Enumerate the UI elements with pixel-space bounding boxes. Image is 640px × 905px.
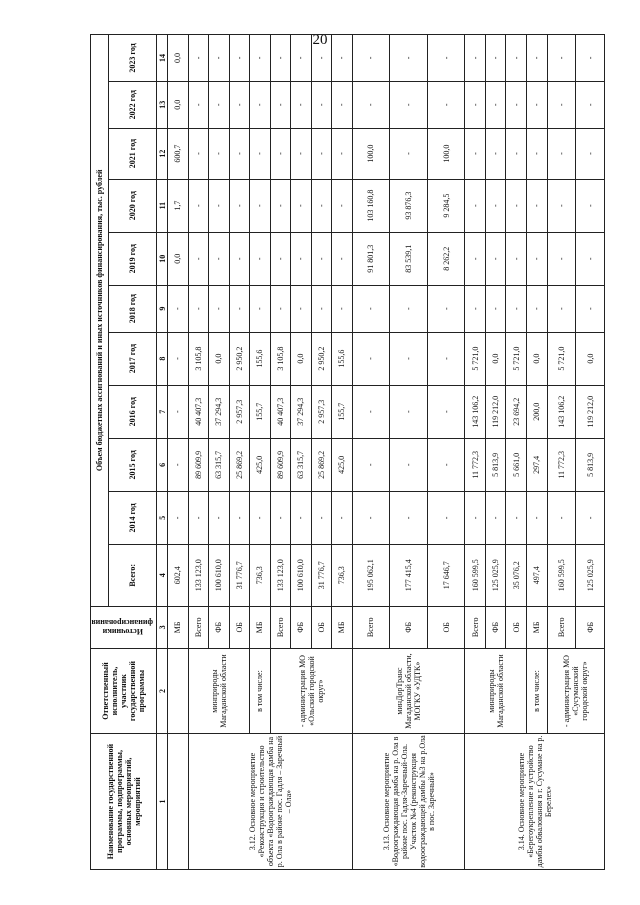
year-value-cell: - xyxy=(332,35,353,82)
header-year: 2023 год xyxy=(109,35,157,82)
year-value-cell: - xyxy=(547,232,576,285)
source-cell: Всего xyxy=(188,606,209,648)
year-value-cell: 0,0 xyxy=(168,35,189,82)
year-value-cell: - xyxy=(250,491,271,544)
total-cell: 160 599,5 xyxy=(465,544,486,606)
year-value-cell: - xyxy=(506,491,527,544)
source-cell: Всего xyxy=(465,606,486,648)
year-value-cell: - xyxy=(547,128,576,179)
year-value-cell: - xyxy=(229,128,250,179)
year-value-cell: - xyxy=(209,491,230,544)
year-value-cell: 8 262,2 xyxy=(427,232,465,285)
source-cell: ФБ xyxy=(485,606,506,648)
executor-cell: - администрация МО «Сусуманский городской округ» xyxy=(547,649,604,734)
year-value-cell: 0,0 xyxy=(209,332,230,385)
year-value-cell: - xyxy=(485,81,506,128)
year-value-cell: 5 813,9 xyxy=(485,438,506,491)
year-value-cell: 2 957,3 xyxy=(229,385,250,438)
year-value-cell: - xyxy=(427,35,465,82)
year-value-cell: - xyxy=(352,438,390,491)
year-value-cell: - xyxy=(547,491,576,544)
year-value-cell: 40 407,3 xyxy=(188,385,209,438)
year-value-cell: - xyxy=(390,128,428,179)
total-cell: 497,4 xyxy=(527,544,548,606)
source-cell: Всего xyxy=(352,606,390,648)
year-value-cell: 5 661,0 xyxy=(506,438,527,491)
year-value-cell: - xyxy=(311,35,332,82)
year-value-cell: - xyxy=(332,179,353,232)
year-value-cell: 2 950,2 xyxy=(311,332,332,385)
year-value-cell: - xyxy=(527,491,548,544)
year-value-cell: - xyxy=(168,385,189,438)
year-value-cell: - xyxy=(547,179,576,232)
year-value-cell: - xyxy=(229,179,250,232)
year-value-cell: - xyxy=(209,285,230,332)
total-cell: 125 025,9 xyxy=(576,544,605,606)
year-value-cell: - xyxy=(291,285,312,332)
year-value-cell: 37 294,3 xyxy=(291,385,312,438)
year-value-cell: - xyxy=(427,438,465,491)
column-number: 12 xyxy=(157,128,168,179)
source-cell: Всего xyxy=(547,606,576,648)
year-value-cell: 155,7 xyxy=(332,385,353,438)
year-value-cell: - xyxy=(427,491,465,544)
year-value-cell: 2 957,3 xyxy=(311,385,332,438)
column-number: 5 xyxy=(157,491,168,544)
header-total: Всего: xyxy=(109,544,157,606)
year-value-cell: 143 106,2 xyxy=(465,385,486,438)
year-value-cell: - xyxy=(506,81,527,128)
year-value-cell: 119 212,0 xyxy=(576,385,605,438)
column-number: 2 xyxy=(157,649,168,734)
year-value-cell: 0,0 xyxy=(527,332,548,385)
year-value-cell: - xyxy=(576,285,605,332)
year-value-cell: - xyxy=(527,81,548,128)
total-cell: 736,3 xyxy=(250,544,271,606)
year-value-cell: - xyxy=(209,81,230,128)
year-value-cell: - xyxy=(352,285,390,332)
year-value-cell: - xyxy=(270,179,291,232)
measure-name-cell xyxy=(168,734,189,870)
year-value-cell: 0,0 xyxy=(576,332,605,385)
year-value-cell: 1,7 xyxy=(168,179,189,232)
column-number: 7 xyxy=(157,385,168,438)
table-row xyxy=(168,35,189,870)
table-row xyxy=(352,35,390,870)
year-value-cell: 2 950,2 xyxy=(229,332,250,385)
year-value-cell: - xyxy=(291,128,312,179)
total-cell: 31 776,7 xyxy=(311,544,332,606)
year-value-cell: - xyxy=(168,438,189,491)
year-value-cell: - xyxy=(168,332,189,385)
source-cell: ФБ xyxy=(209,606,230,648)
year-value-cell: - xyxy=(332,491,353,544)
year-value-cell: - xyxy=(270,35,291,82)
year-value-cell: 0,0 xyxy=(168,232,189,285)
year-value-cell: 103 160,8 xyxy=(352,179,390,232)
year-value-cell: 3 105,8 xyxy=(188,332,209,385)
year-value-cell: - xyxy=(485,35,506,82)
year-value-cell: - xyxy=(485,128,506,179)
year-value-cell: 155,7 xyxy=(250,385,271,438)
year-value-cell: - xyxy=(291,179,312,232)
table-row xyxy=(188,35,209,870)
year-value-cell: 89 609,9 xyxy=(270,438,291,491)
year-value-cell: - xyxy=(168,491,189,544)
year-value-cell: - xyxy=(576,35,605,82)
year-value-cell: - xyxy=(311,285,332,332)
header-year: 2017 год xyxy=(109,332,157,385)
year-value-cell: 100,0 xyxy=(352,128,390,179)
year-value-cell: - xyxy=(485,491,506,544)
year-value-cell: 425,0 xyxy=(250,438,271,491)
year-value-cell: - xyxy=(485,285,506,332)
header-source: Источники финансирования xyxy=(91,606,157,648)
year-value-cell: 3 105,8 xyxy=(270,332,291,385)
year-value-cell: - xyxy=(229,491,250,544)
total-cell: 736,3 xyxy=(332,544,353,606)
year-value-cell: - xyxy=(390,285,428,332)
year-value-cell: 5 721,0 xyxy=(506,332,527,385)
header-year: 2016 год xyxy=(109,385,157,438)
year-value-cell: - xyxy=(427,332,465,385)
source-cell: ОБ xyxy=(506,606,527,648)
year-value-cell: - xyxy=(390,491,428,544)
year-value-cell: 9 284,5 xyxy=(427,179,465,232)
total-cell: 17 646,7 xyxy=(427,544,465,606)
year-value-cell: - xyxy=(465,179,486,232)
year-value-cell: 93 876,3 xyxy=(390,179,428,232)
year-value-cell: - xyxy=(506,285,527,332)
year-value-cell: 143 106,2 xyxy=(547,385,576,438)
year-value-cell: - xyxy=(352,332,390,385)
year-value-cell: - xyxy=(485,179,506,232)
source-cell: МБ xyxy=(168,606,189,648)
header-year: 2022 год xyxy=(109,81,157,128)
executor-cell xyxy=(168,649,189,734)
page-number: 20 xyxy=(312,32,328,48)
year-value-cell: 37 294,3 xyxy=(209,385,230,438)
year-value-cell: - xyxy=(465,232,486,285)
year-value-cell: - xyxy=(390,35,428,82)
year-value-cell: - xyxy=(506,35,527,82)
year-value-cell: 89 609,9 xyxy=(188,438,209,491)
year-value-cell: - xyxy=(427,285,465,332)
year-value-cell: - xyxy=(291,232,312,285)
year-value-cell: 0,0 xyxy=(485,332,506,385)
year-value-cell: - xyxy=(390,438,428,491)
year-value-cell: - xyxy=(352,491,390,544)
total-cell: 195 062,1 xyxy=(352,544,390,606)
header-executor: Ответственный исполнитель, участник государственной программы xyxy=(91,649,157,734)
year-value-cell: 200,0 xyxy=(527,385,548,438)
year-value-cell: 83 539,1 xyxy=(390,232,428,285)
year-value-cell: - xyxy=(250,35,271,82)
year-value-cell: 63 315,7 xyxy=(291,438,312,491)
year-value-cell: - xyxy=(352,81,390,128)
year-value-cell: 23 694,2 xyxy=(506,385,527,438)
measure-name-cell: 3.13. Основное мероприятие «Водоограждающая дамба на р. Ола в районе пос. Гадля-Заречный-Ола. Участок №4 (реконструкция водоограждающей дамбы №3 на р.Ола в пос. Заречный» xyxy=(352,734,465,870)
year-value-cell: - xyxy=(188,179,209,232)
year-value-cell: - xyxy=(188,81,209,128)
year-value-cell: - xyxy=(332,128,353,179)
year-value-cell: - xyxy=(485,232,506,285)
year-value-cell: - xyxy=(209,179,230,232)
executor-cell: минприроды Магаданской области xyxy=(188,649,250,734)
year-value-cell: 25 869,2 xyxy=(229,438,250,491)
measure-name-cell: 3.14. Основное мероприятие «Берегоукрепление и устройство дамбы обвалования в г. Сусумане на р. Берелех» xyxy=(465,734,605,870)
year-value-cell: - xyxy=(250,179,271,232)
year-value-cell: 5 813,9 xyxy=(576,438,605,491)
source-cell: ФБ xyxy=(291,606,312,648)
year-value-cell: - xyxy=(311,491,332,544)
year-value-cell: 91 801,3 xyxy=(352,232,390,285)
year-value-cell: - xyxy=(250,232,271,285)
year-value-cell: - xyxy=(427,385,465,438)
year-value-cell: - xyxy=(506,179,527,232)
header-year: 2015 год xyxy=(109,438,157,491)
year-value-cell: - xyxy=(390,81,428,128)
year-value-cell: - xyxy=(209,35,230,82)
year-value-cell: - xyxy=(527,35,548,82)
year-value-cell: 600,7 xyxy=(168,128,189,179)
year-value-cell: - xyxy=(576,491,605,544)
year-value-cell: 11 772,3 xyxy=(465,438,486,491)
source-cell: МБ xyxy=(332,606,353,648)
header-year: 2019 год xyxy=(109,232,157,285)
source-cell: МБ xyxy=(250,606,271,648)
year-value-cell: - xyxy=(576,128,605,179)
year-value-cell: - xyxy=(250,128,271,179)
year-value-cell: - xyxy=(188,35,209,82)
year-value-cell: - xyxy=(270,128,291,179)
year-value-cell: - xyxy=(291,35,312,82)
year-value-cell: - xyxy=(168,285,189,332)
year-value-cell: 40 407,3 xyxy=(270,385,291,438)
source-cell: ОБ xyxy=(427,606,465,648)
year-value-cell: - xyxy=(270,285,291,332)
header-year: 2018 год xyxy=(109,285,157,332)
column-number: 1 xyxy=(157,734,168,870)
year-value-cell: - xyxy=(576,179,605,232)
year-value-cell: - xyxy=(332,232,353,285)
year-value-cell: - xyxy=(527,128,548,179)
year-value-cell: - xyxy=(506,128,527,179)
year-value-cell: 5 721,0 xyxy=(465,332,486,385)
year-value-cell: 425,0 xyxy=(332,438,353,491)
column-number: 10 xyxy=(157,232,168,285)
year-value-cell: - xyxy=(311,179,332,232)
total-cell: 177 415,4 xyxy=(390,544,428,606)
year-value-cell: - xyxy=(311,232,332,285)
year-value-cell: - xyxy=(576,232,605,285)
year-value-cell: - xyxy=(332,285,353,332)
year-value-cell: - xyxy=(188,232,209,285)
year-value-cell: - xyxy=(576,81,605,128)
source-cell: ОБ xyxy=(311,606,332,648)
column-number: 6 xyxy=(157,438,168,491)
year-value-cell: - xyxy=(311,81,332,128)
total-cell: 100 610,0 xyxy=(291,544,312,606)
executor-cell: - администрация МО «Ольский городской округ» xyxy=(270,649,352,734)
column-number-row xyxy=(157,35,168,870)
year-value-cell: - xyxy=(311,128,332,179)
rotated-table-wrapper xyxy=(90,34,605,870)
year-value-cell: - xyxy=(527,232,548,285)
year-value-cell: - xyxy=(547,81,576,128)
total-cell: 160 599,5 xyxy=(547,544,576,606)
header-funding: Объем бюджетных ассигнований и иных источников финансирования, тыс. рублей xyxy=(91,35,109,607)
year-value-cell: - xyxy=(465,491,486,544)
year-value-cell: - xyxy=(352,35,390,82)
total-cell: 602,4 xyxy=(168,544,189,606)
year-value-cell: 155,6 xyxy=(332,332,353,385)
column-number: 13 xyxy=(157,81,168,128)
executor-cell: в том числе: xyxy=(250,649,271,734)
year-value-cell: - xyxy=(465,35,486,82)
total-cell: 133 123,0 xyxy=(188,544,209,606)
column-number: 14 xyxy=(157,35,168,82)
year-value-cell: - xyxy=(250,81,271,128)
total-cell: 35 076,2 xyxy=(506,544,527,606)
year-value-cell: - xyxy=(547,285,576,332)
total-cell: 125 025,9 xyxy=(485,544,506,606)
source-cell: ОБ xyxy=(229,606,250,648)
year-value-cell: 0,0 xyxy=(291,332,312,385)
year-value-cell: - xyxy=(332,81,353,128)
year-value-cell: - xyxy=(229,81,250,128)
year-value-cell: - xyxy=(390,385,428,438)
header-year: 2014 год xyxy=(109,491,157,544)
measure-name-cell: 3.12. Основное мероприятие «Реконструкция и строительство объекта «Водоограждающая дамба на р. Ола в районе пос. Гадля – Заречный – Ола» xyxy=(188,734,352,870)
year-value-cell: - xyxy=(527,179,548,232)
column-number: 8 xyxy=(157,332,168,385)
column-number: 11 xyxy=(157,179,168,232)
executor-cell: минДорТранс Магаданской области, МОГКУ «УДТК» xyxy=(352,649,465,734)
year-value-cell: - xyxy=(427,81,465,128)
source-cell: Всего xyxy=(270,606,291,648)
year-value-cell: - xyxy=(188,128,209,179)
year-value-cell: - xyxy=(291,491,312,544)
total-cell: 133 123,0 xyxy=(270,544,291,606)
year-value-cell: - xyxy=(506,232,527,285)
table-body xyxy=(168,35,605,870)
year-value-cell: - xyxy=(229,232,250,285)
executor-cell: минприроды Магаданской области xyxy=(465,649,527,734)
year-value-cell: 11 772,3 xyxy=(547,438,576,491)
column-number: 3 xyxy=(157,606,168,648)
year-value-cell: 63 315,7 xyxy=(209,438,230,491)
year-value-cell: 100,0 xyxy=(427,128,465,179)
year-value-cell: - xyxy=(352,385,390,438)
year-value-cell: - xyxy=(465,285,486,332)
year-value-cell: - xyxy=(465,81,486,128)
header-year: 2020 год xyxy=(109,179,157,232)
year-value-cell: - xyxy=(209,232,230,285)
year-value-cell: - xyxy=(229,285,250,332)
header-year: 2021 год xyxy=(109,128,157,179)
column-number: 9 xyxy=(157,285,168,332)
source-cell: ФБ xyxy=(390,606,428,648)
year-value-cell: - xyxy=(270,81,291,128)
year-value-cell: - xyxy=(270,232,291,285)
year-value-cell: - xyxy=(209,128,230,179)
executor-cell: в том числе: xyxy=(527,649,548,734)
year-value-cell: - xyxy=(250,285,271,332)
total-cell: 31 776,7 xyxy=(229,544,250,606)
year-value-cell: - xyxy=(188,491,209,544)
source-cell: МБ xyxy=(527,606,548,648)
year-value-cell: - xyxy=(291,81,312,128)
year-value-cell: 119 212,0 xyxy=(485,385,506,438)
year-value-cell: - xyxy=(188,285,209,332)
year-value-cell: 297,4 xyxy=(527,438,548,491)
year-value-cell: - xyxy=(465,128,486,179)
year-value-cell: - xyxy=(547,35,576,82)
funding-table xyxy=(90,34,605,870)
year-value-cell: - xyxy=(229,35,250,82)
year-value-cell: - xyxy=(390,332,428,385)
year-value-cell: 5 721,0 xyxy=(547,332,576,385)
year-value-cell: 0,0 xyxy=(168,81,189,128)
total-cell: 100 610,0 xyxy=(209,544,230,606)
year-value-cell: - xyxy=(527,285,548,332)
column-number: 4 xyxy=(157,544,168,606)
year-value-cell: 25 869,2 xyxy=(311,438,332,491)
year-value-cell: 155,6 xyxy=(250,332,271,385)
table-row xyxy=(465,35,486,870)
source-cell: ФБ xyxy=(576,606,605,648)
year-value-cell: - xyxy=(270,491,291,544)
header-name: Наименование государственной программы, подпрограммы, основных мероприятий, мероприятий xyxy=(91,734,157,870)
